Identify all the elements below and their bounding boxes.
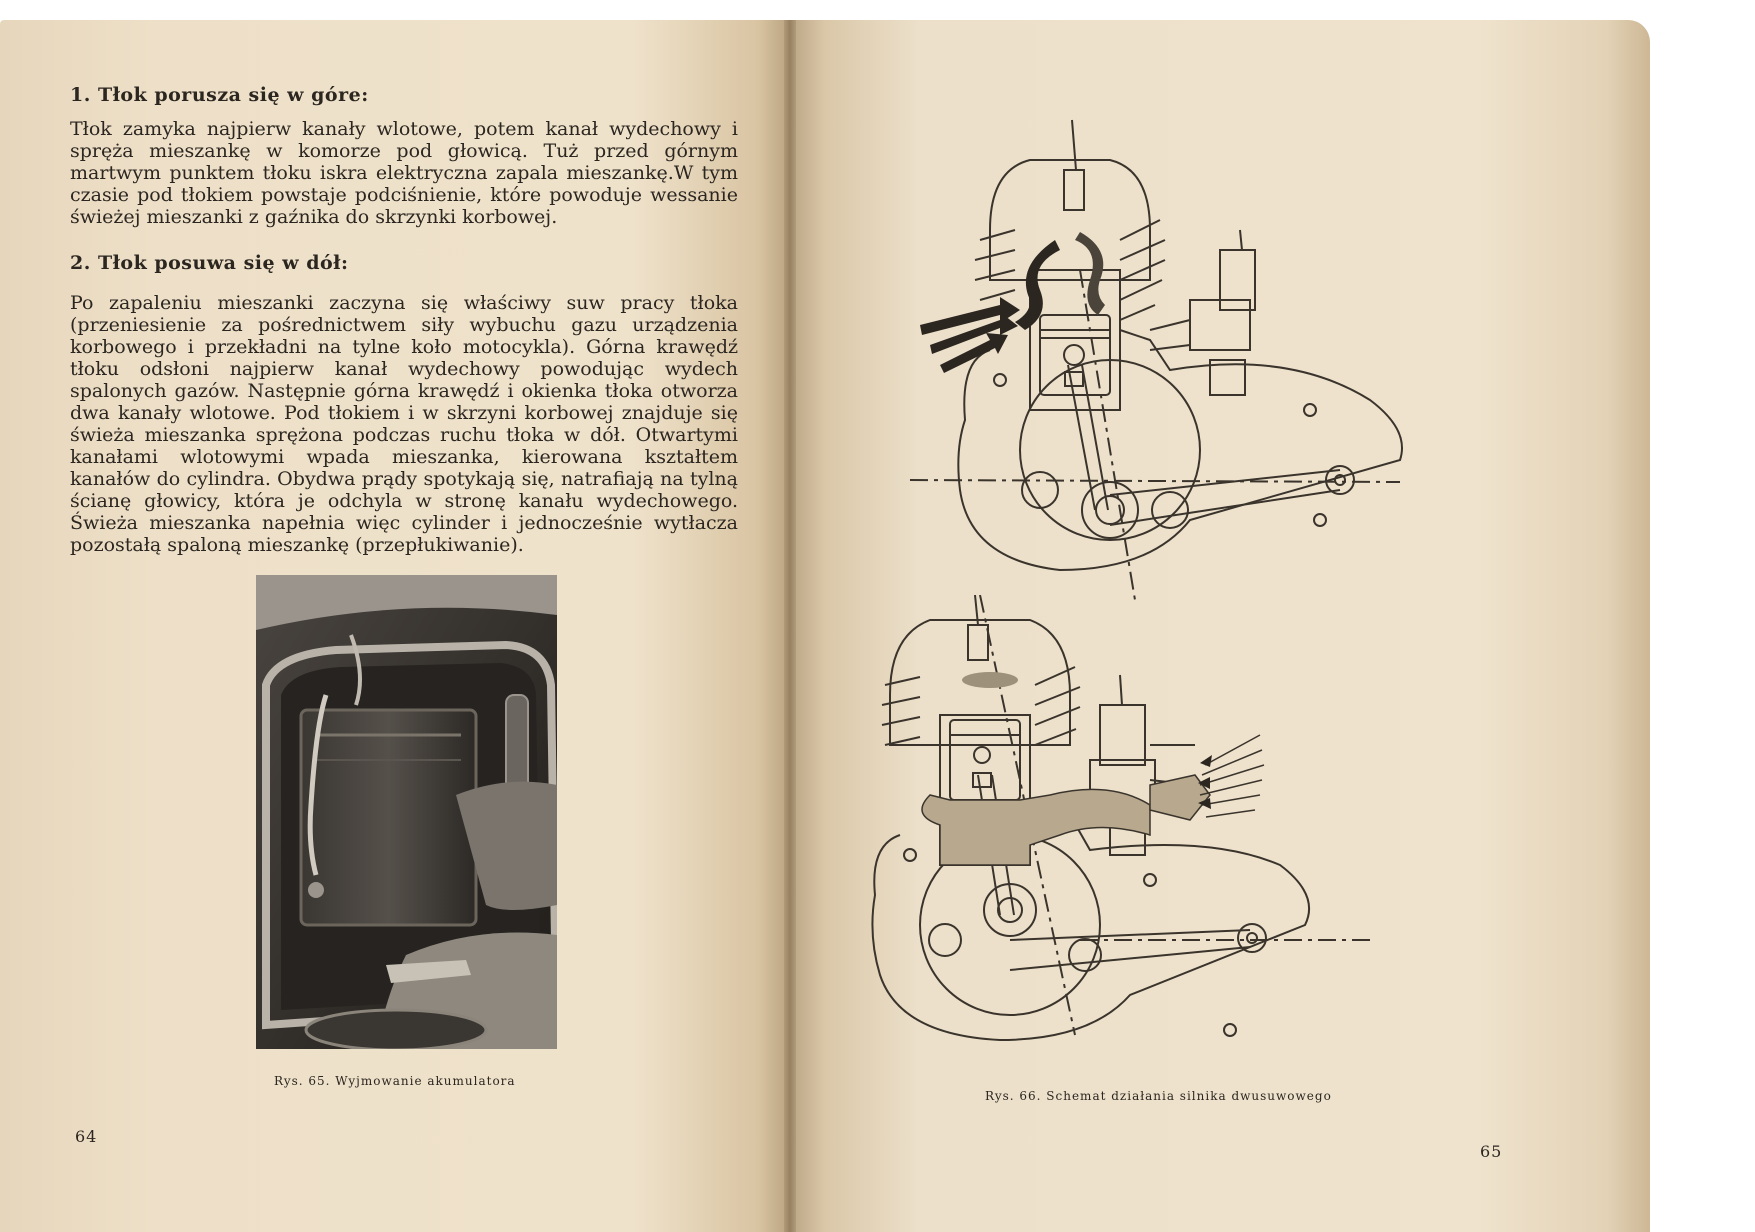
engine-diagram-downstroke bbox=[850, 595, 1420, 1055]
engine-diagram-upstroke bbox=[850, 90, 1420, 600]
section-2-text: Po zapaleniu mieszanki zaczyna się właściwy suw pracy tłoka (przeniesienie za pośrednictwem siły wybuchu gazu urządzenia korbowego i przekładni na tylne koło motocykla). Górna krawędź tłoku odsłoni najpierw kanał wydechowy powodując wydech spalonych gazów. Następnie górna krawędź i okienka tłoka otworza dwa kanały wlotowe. Pod tłokiem i w skrzyni korbowej znajduje się świeża mieszanka sprężona podczas ruchu tłoka w dół. Otwartymi kanałami wlotowymi wpada mieszanka, kierowana kształtem kanałów do cylindra. Obydwa prądy spotykają się, natrafiają na tylną ścianę głowicy, która je odchyla w stronę kanału wydechowego. Świeża mieszanka napełnia więc cylinder i jednocześnie wytłacza pozostałą spaloną mieszankę (przepłukiwanie). bbox=[70, 292, 738, 556]
photo-caption: Rys. 65. Wyjmowanie akumulatora bbox=[274, 1074, 516, 1088]
book-spread bbox=[0, 20, 1650, 1232]
section-1-text: Tłok zamyka najpierw kanały wlotowe, potem kanał wydechowy i spręża mieszankę w komorze pod głowicą. Tuż przed górnym martwym punktem tłoku iskra elektryczna zapala mieszankę.W tym czasie pod tłokiem powstaje podciśnienie, które powoduje wessanie świeżej mieszanki z gaźnika do skrzynki korbowej. bbox=[70, 118, 738, 228]
photo-illustration bbox=[256, 575, 557, 1049]
right-page bbox=[790, 20, 1650, 1232]
page-number-right: 65 bbox=[1480, 1142, 1503, 1161]
section-1-heading: 1. Tłok porusza się w góre: bbox=[70, 84, 369, 106]
section-2-heading: 2. Tłok posuwa się w dół: bbox=[70, 252, 349, 274]
page-number-left: 64 bbox=[75, 1127, 98, 1146]
battery-removal-photo bbox=[256, 575, 557, 1049]
book-gutter bbox=[784, 20, 796, 1232]
figure-caption: Rys. 66. Schemat działania silnika dwusuwowego bbox=[985, 1089, 1332, 1103]
left-page bbox=[0, 20, 790, 1232]
